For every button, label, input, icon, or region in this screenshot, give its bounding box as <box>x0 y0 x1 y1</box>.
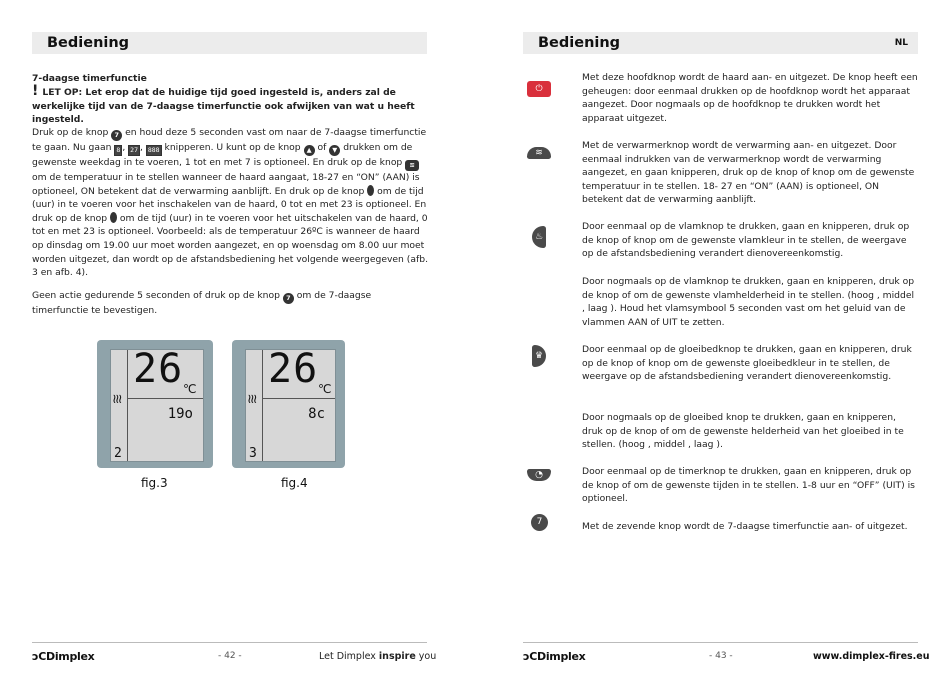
p1-text-a: Druk op de knop <box>32 127 109 138</box>
figure-3-caption: fig.3 <box>141 476 168 490</box>
up-button-icon: ▲ <box>304 145 315 156</box>
p2-text-a: Geen actie gedurende 5 seconden of druk op de knop <box>32 290 280 301</box>
lcd-day: 3 <box>249 446 257 461</box>
footer-divider <box>32 642 427 643</box>
lcd-screen <box>110 346 204 462</box>
slogan-a: Let Dimplex <box>319 651 379 662</box>
logo-text: Dimplex <box>537 650 586 663</box>
heater-waves-icon: ≀≀≀ <box>247 392 256 407</box>
p2-text-b: om de 7-daagse timerfunctie te bevestigen. <box>32 290 372 316</box>
lcd-unit: ℃ <box>183 382 197 396</box>
ember-button-icon <box>110 212 117 223</box>
figure-3-display <box>97 340 213 468</box>
page-number: - 42 - <box>218 651 242 661</box>
right-page <box>475 0 950 674</box>
item-flame-color-text: Door eenmaal op de vlamknop te drukken, gaan en knipperen, druk op de knop of knop om de gewenste vlamkleur in te stellen, de weergave op de afstandsbediening verandert dienovereenkomstig. <box>582 221 910 260</box>
seven-button-icon: 7 <box>283 293 294 304</box>
power-button-icon: ⏻ <box>527 81 551 97</box>
item-timer-text: Door eenmaal op de timerknop te drukken, gaan en knipperen, druk op de knop of om de gewenste tijden in te stellen. 1-8 uur en “OFF” (UIT) is optioneel. <box>582 466 915 505</box>
item-flame-brightness-text: Door nogmaals op de vlamknop te drukken, gaan en knipperen, druk op de knop of om de gewenste vlamhelderheid in te stellen. (hoog , middel , laag ). Houd het vlamsymbool 5 seconden vast om het geluid van de vlammen AAN of UIT te zetten. <box>582 276 915 328</box>
warning-paragraph <box>32 85 432 127</box>
slogan-c: you <box>415 651 437 662</box>
footer-divider <box>523 642 918 643</box>
item-power-text: Met deze hoofdknop wordt de haard aan- en uitgezet. De knop heeft een geheugen: door eenmaal drukken op de hoofdknop wordt het apparaat aangezet. Door nogmaals op de hoofdknop te drukken wordt het apparaat uitgezet. <box>582 72 918 124</box>
p1-text-h: om de tijd (uur) in te voeren voor het uitschakelen van de haard, 0 tot en met 23 is optioneel. Voorbeeld: als de temperatuur 26ºC is wanneer de haard op dinsdag om 19.00 uur moet worden aangezet, en op woensdag om 8.00 uur moet worden uitgezet, dan wordt op de afstandsbediening het volgende weergegeven (afb. 3 en afb. 4). <box>32 212 429 279</box>
time-digits-icon: 888 <box>147 146 160 154</box>
right-header-bar <box>523 32 918 54</box>
temp-digits-icon: 27 <box>130 146 138 154</box>
ember-button-icon: ♛ <box>532 345 546 367</box>
language-label: NL <box>894 38 908 48</box>
seven-button-icon: 7 <box>111 130 122 141</box>
section-title: 7-daagse timerfunctie <box>32 73 147 84</box>
lcd-temperature: 26 <box>133 346 184 392</box>
p1-text-e: drukken om de gewenste weekdag in te voeren, 1 tot en met 7 is optioneel. En druk op de knop <box>32 142 413 168</box>
instructions-paragraph: Druk op de knop 7 en houd deze 5 seconden vast om naar de 7-daagse timerfunctie te gaan. Nu gaan 8 , 27 , 888 knipperen. U kunt op de knop ▲ of ▼ drukken om de gewenste weekdag in te voeren, 1 tot en met 7 is optioneel. En druk op de knop ≋ om de temperatuur in te stellen wanneer de haard aangaat, 18-27 en “ON” (AAN) is optioneel, ON betekent dat de verwarming aanblijft. En druk op de knop om de tijd (uur) in te voeren voor het inschakelen van de haard, 0 tot en met 23 is optioneel. En druk op de knop om de tijd (uur) in te voeren voor het uitschakelen van de haard, 0 tot en met 23 is optioneel. Voorbeeld: als de temperatuur 26ºC is wanneer de haard op dinsdag om 19.00 uur moet worden aangezet, en op woensdag om 8.00 uur moet worden uitgezet, dan wordt op de afstandsbediening het volgende weergegeven (afb. 3 en afb. 4). <box>32 127 429 279</box>
p1-text-d: of <box>317 142 327 153</box>
logo-mark-icon: ᴐC <box>523 650 537 663</box>
p1-text-c: knipperen. U kunt op de knop <box>164 142 301 153</box>
flame-button-icon: ♨ <box>532 226 546 248</box>
item-heater-text: Met de verwarmerknop wordt de verwarming aan- en uitgezet. Door eenmaal indrukken van de verwarmerknop wordt de verwarming aangezet, en gaan knipperen, druk op de knop of knop om de gewenste temperatuur in te stellen. 18- 27 en “ON” (AAN) is optioneel, ON betekent dat de verwarming aanblijft. <box>582 140 915 206</box>
logo-text: Dimplex <box>46 650 95 663</box>
confirm-paragraph <box>32 289 428 318</box>
slogan-b: inspire <box>378 651 416 662</box>
slogan <box>319 651 436 662</box>
flame-button-icon <box>367 185 374 196</box>
item-ember-brightness-text: Door nogmaals op de gloeibed knop te drukken, gaan en knipperen, druk op de knop of om de gewenste helderheid van het gloeibed in te stellen. (hoog , middel , laag ). <box>582 412 904 451</box>
timer-button-icon: ◔ <box>527 469 551 481</box>
figure-4-display <box>232 340 345 468</box>
p1-text-f: om de temperatuur in te stellen wanneer de haard aangaat, 18-27 en “ON” (AAN) is optioneel, ON betekent dat de verwarming aanblijft. En druk op de knop <box>32 172 420 197</box>
figure-4-caption: fig.4 <box>281 476 308 490</box>
dimplex-logo <box>523 650 585 663</box>
lcd-unit: ℃ <box>318 382 332 396</box>
left-page-title: Bediening <box>47 35 130 51</box>
lcd-day: 2 <box>114 446 122 461</box>
left-header-bar <box>32 32 427 54</box>
item-ember-color-text: Door eenmaal op de gloeibedknop te drukken, gaan en knipperen, druk op de knop of knop om de gewenste gloeibedkleur in te stellen, de weergave op de afstandsbediening verandert dienovereenkomstig. <box>582 344 912 383</box>
p1-text-g: om de tijd (uur) in te voeren voor het inschakelen van de haard, 0 tot en met 23 is optioneel. En druk op de knop <box>32 185 427 224</box>
heater-button-icon: ≋ <box>527 147 551 159</box>
seven-button-icon: 7 <box>531 514 548 531</box>
dimplex-logo <box>32 650 94 663</box>
lcd-temperature: 26 <box>268 346 319 392</box>
heater-button-icon: ≋ <box>405 160 419 171</box>
heater-waves-icon: ≀≀≀ <box>112 392 121 407</box>
warning-text: LET OP: Let erop dat de huidige tijd goed ingesteld is, anders zal de werkelijke tijd van de 7-daagse timerfunctie ook afwijken van wat u heeft ingesteld. <box>32 87 415 126</box>
lcd-screen <box>245 346 336 462</box>
logo-mark-icon: ᴐC <box>32 650 46 663</box>
down-button-icon: ▼ <box>329 145 340 156</box>
p1-text-b: en houd deze 5 seconden vast om naar de 7-daagse timerfunctie te gaan. Nu gaan <box>32 127 427 153</box>
right-page-title: Bediening <box>538 35 621 51</box>
page-number: - 43 - <box>709 651 733 661</box>
lcd-time: 8c <box>308 406 325 422</box>
item-seven-text: Met de zevende knop wordt de 7-daagse timerfunctie aan- of uitgezet. <box>582 521 908 532</box>
warning-icon: ! <box>32 83 39 99</box>
website-url[interactable]: www.dimplex-fires.eu <box>813 651 930 662</box>
day-digit-icon: 8 <box>116 146 121 154</box>
lcd-time: 19o <box>167 406 193 422</box>
